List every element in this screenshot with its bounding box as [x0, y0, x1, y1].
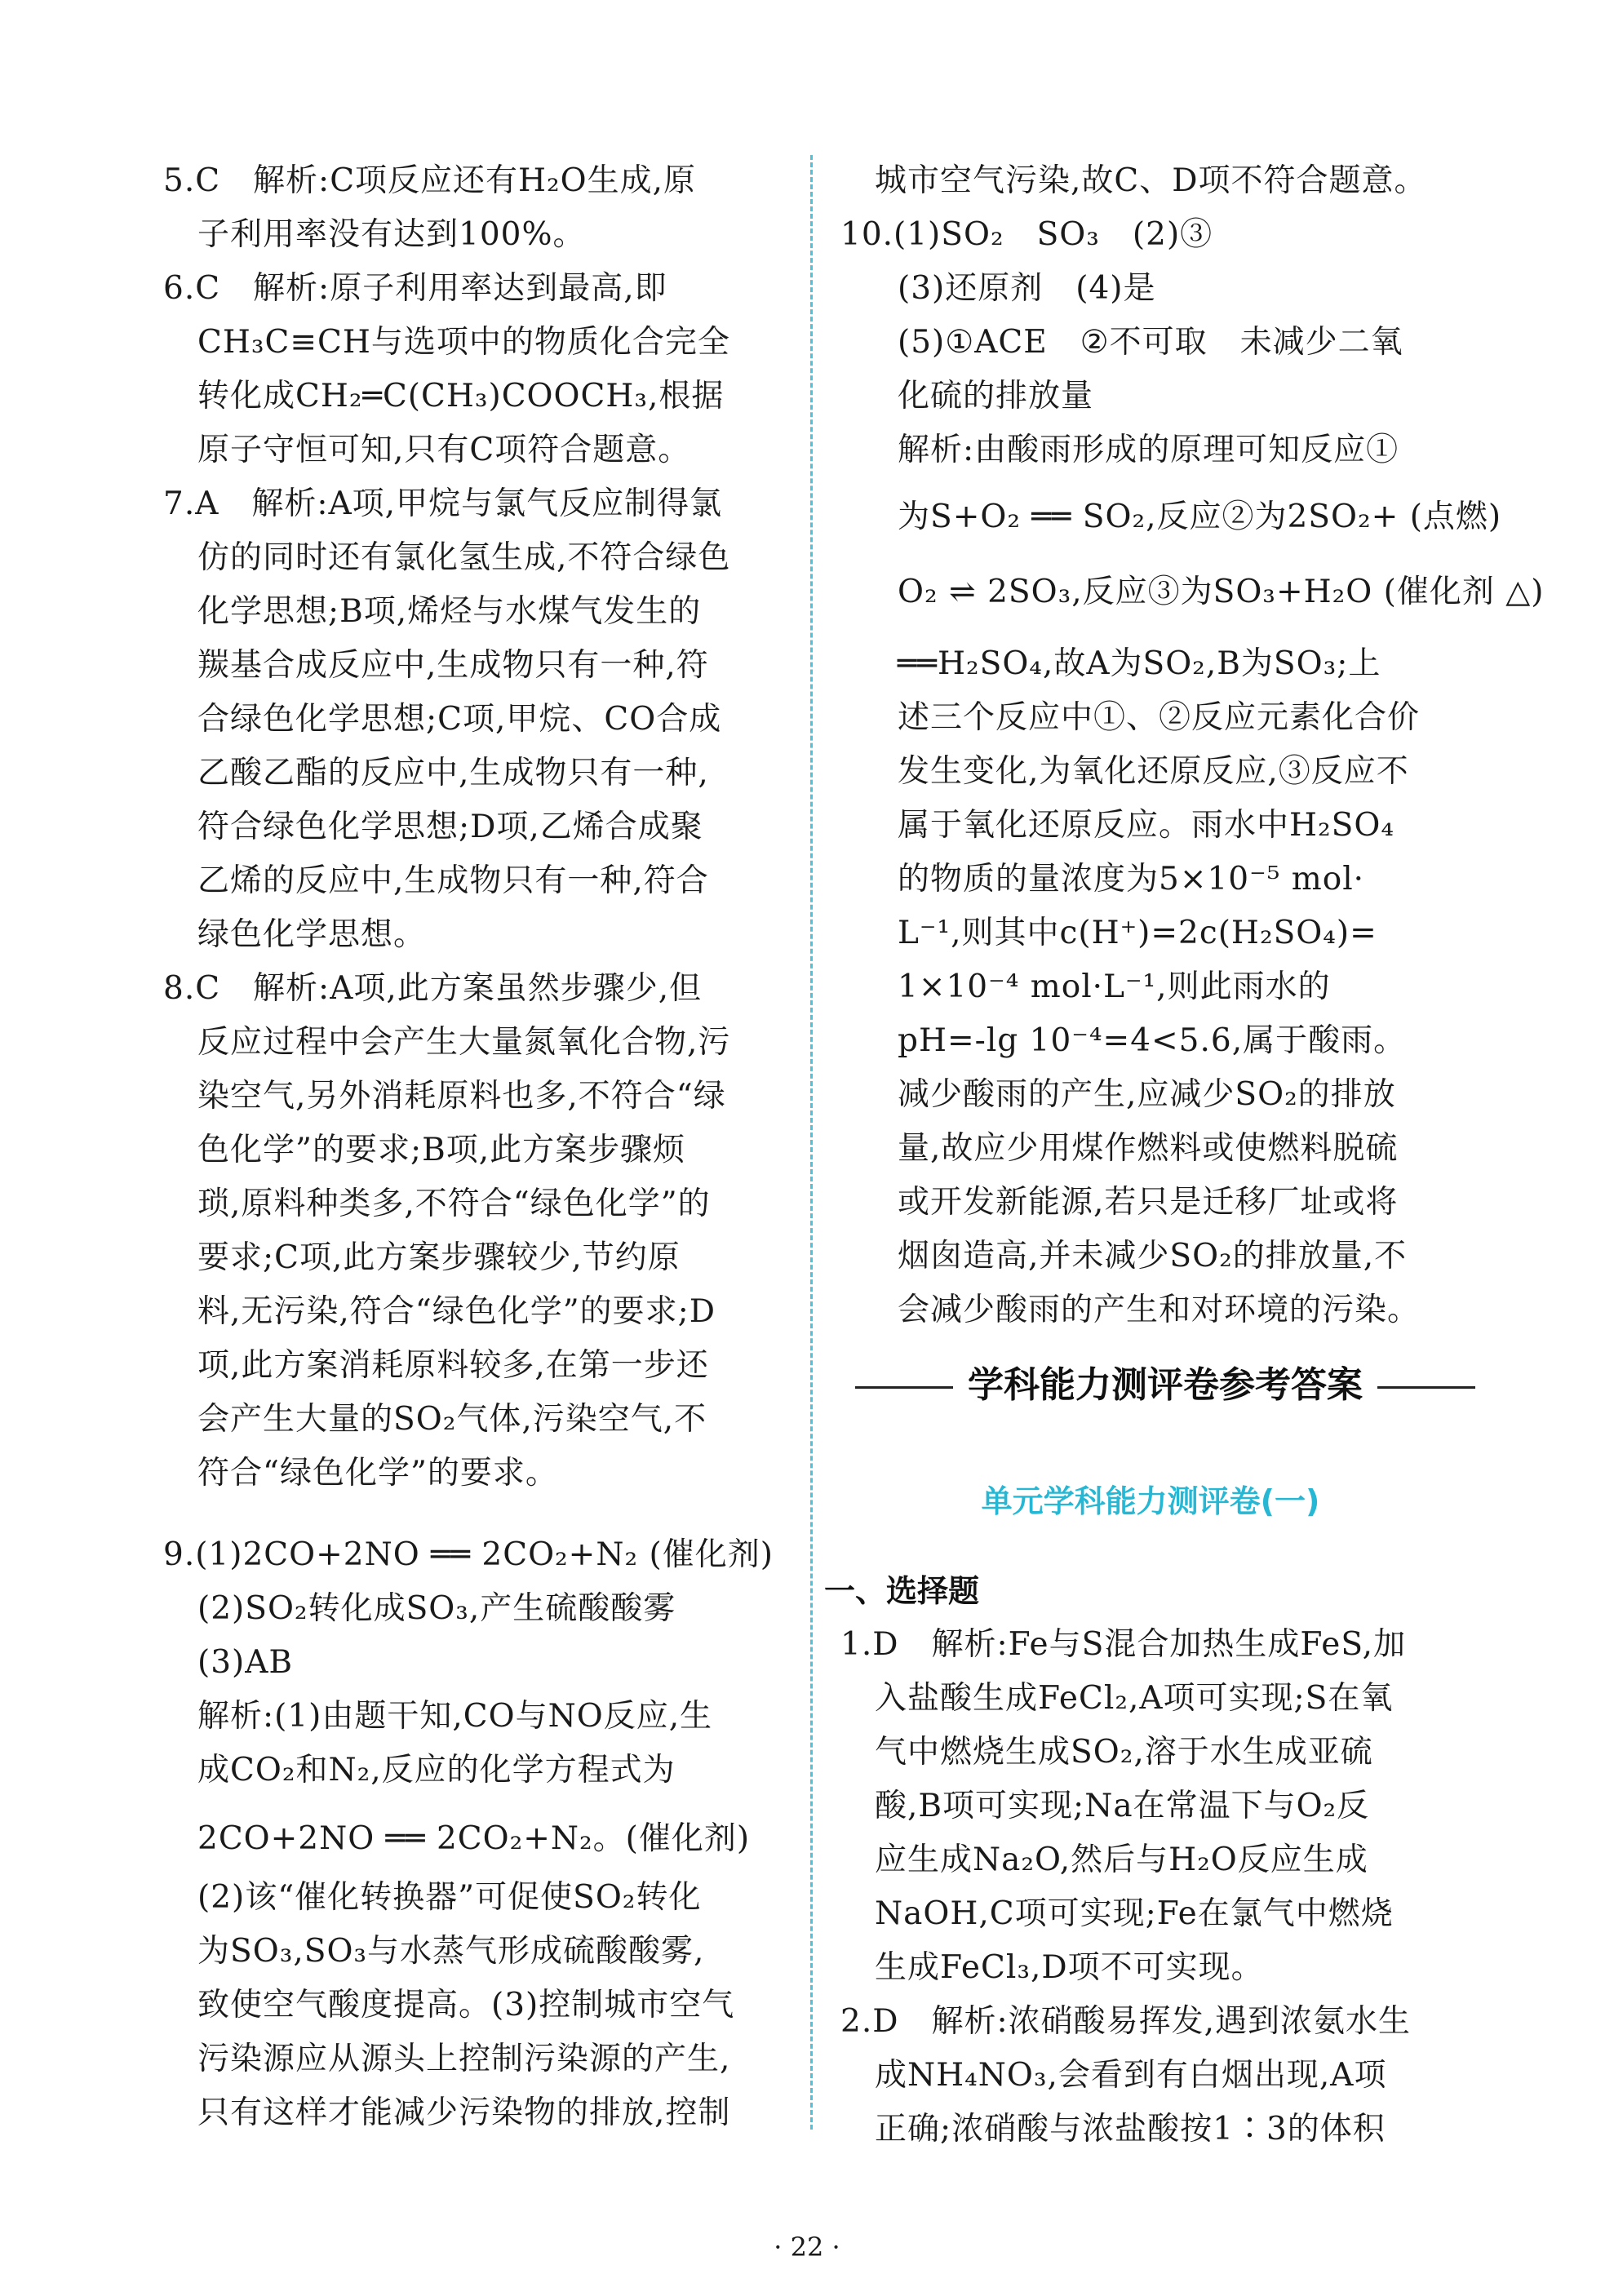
text-line: 8.C 解析:A项,此方案虽然步骤少,但 [163, 970, 703, 1007]
text-line: 反应过程中会产生大量氮氧化合物,污 [197, 1024, 731, 1061]
text-line: 解析:(1)由题干知,CO与NO反应,生 [197, 1698, 713, 1735]
text-line: 6.C 解析:原子利用率达到最高,即 [163, 270, 667, 307]
section-title [840, 1361, 1461, 1410]
equation-line: 9.(1)2CO+2NO ══ 2CO₂+N₂ (催化剂) [163, 1536, 774, 1573]
text-line: 子利用率没有达到100%。 [197, 216, 586, 253]
text-line: 乙烯的反应中,生成物只有一种,符合 [197, 862, 709, 899]
text-line: 仿的同时还有氯化氢生成,不符合绿色 [197, 539, 731, 576]
text-line: 要求;C项,此方案步骤较少,节约原 [197, 1239, 681, 1276]
text-line: 量,故应少用煤作燃料或使燃料脱硫 [898, 1130, 1399, 1167]
text-line: 只有这样才能减少污染物的排放,控制 [197, 2094, 731, 2131]
text-line: 为SO₃,SO₃与水蒸气形成硫酸酸雾, [197, 1933, 705, 1970]
text-line: 项,此方案消耗原料较多,在第一步还 [197, 1347, 709, 1384]
title-rule-right [1377, 1386, 1475, 1389]
text-line: 化学思想;B项,烯烃与水煤气发生的 [197, 593, 702, 630]
text-line: 减少酸雨的产生,应减少SO₂的排放 [898, 1076, 1396, 1113]
text-line: 应生成Na₂O,然后与H₂O反应生成 [875, 1842, 1368, 1878]
text-line: L⁻¹,则其中c(H⁺)=2c(H₂SO₄)= [898, 915, 1377, 951]
text-line: 琐,原料种类多,不符合“绿色化学”的 [197, 1186, 711, 1222]
text-line: (2)SO₂转化成SO₃,产生硫酸酸雾 [197, 1590, 676, 1627]
text-line: 10.(1)SO₂ SO₃ (2)③ [840, 216, 1213, 253]
text-line: 气中燃烧生成SO₂,溶于水生成亚硫 [875, 1734, 1373, 1771]
text-line: 致使空气酸度提高。(3)控制城市空气 [197, 1987, 735, 2023]
text-line: 述三个反应中①、②反应元素化合价 [898, 699, 1421, 736]
text-line: 绿色化学思想。 [197, 916, 427, 953]
text-line: (3)还原剂 (4)是 [898, 270, 1156, 307]
text-line: 5.C 解析:C项反应还有H₂O生成,原 [163, 162, 697, 199]
text-line: 1.D 解析:Fe与S混合加热生成FeS,加 [840, 1626, 1407, 1663]
text-line: ══H₂SO₄,故A为SO₂,B为SO₃;上 [898, 645, 1381, 682]
equation-line: 为S+O₂ ══ SO₂,反应②为2SO₂+ (点燃) [898, 499, 1502, 535]
text-line: 染空气,另外消耗原料也多,不符合“绿 [197, 1078, 726, 1115]
text-line: (5)①ACE ②不可取 未减少二氧 [898, 324, 1403, 361]
text-line: 会产生大量的SO₂气体,污染空气,不 [197, 1401, 707, 1438]
text-line: 1×10⁻⁴ mol·L⁻¹,则此雨水的 [898, 968, 1331, 1005]
text-line: 羰基合成反应中,生成物只有一种,符 [197, 647, 709, 684]
text-line: 乙酸乙酯的反应中,生成物只有一种, [197, 755, 709, 791]
text-line: 色化学”的要求;B项,此方案步骤烦 [197, 1132, 686, 1168]
text-line: 属于氧化还原反应。雨水中H₂SO₄ [898, 807, 1395, 844]
text-line: 发生变化,为氧化还原反应,③反应不 [898, 753, 1409, 790]
part-title: 一、选择题 [824, 1573, 980, 1609]
text-line: 入盐酸生成FeCl₂,A项可实现;S在氧 [875, 1680, 1394, 1717]
page-number: · 22 · [774, 2232, 840, 2263]
text-line: (3)AB [197, 1644, 294, 1681]
text-line: 城市空气污染,故C、D项不符合题意。 [875, 162, 1427, 199]
text-line: 成CO₂和N₂,反应的化学方程式为 [197, 1752, 676, 1788]
text-line: 7.A 解析:A项,甲烷与氯气反应制得氯 [163, 485, 723, 522]
text-line: 会减少酸雨的产生和对环境的污染。 [898, 1292, 1421, 1328]
text-line: 转化成CH₂═C(CH₃)COOCH₃,根据 [197, 378, 725, 414]
text-line: 酸,B项可实现;Na在常温下与O₂反 [875, 1788, 1370, 1824]
title-rule-left [855, 1386, 953, 1389]
text-line: 正确;浓硝酸与浓盐酸按1∶3的体积 [875, 2111, 1386, 2148]
text-line: 烟囱造高,并未减少SO₂的排放量,不 [898, 1238, 1408, 1274]
text-line: 污染源应从源头上控制污染源的产生, [197, 2041, 731, 2077]
equation-line: O₂ ⇌ 2SO₃,反应③为SO₃+H₂O (催化剂 △) [898, 574, 1545, 610]
text-line: NaOH,C项可实现;Fe在氯气中燃烧 [875, 1895, 1394, 1932]
text-line: 成NH₄NO₃,会看到有白烟出现,A项 [875, 2057, 1387, 2094]
subsection-title: 单元学科能力测评卷(一) [981, 1483, 1320, 1519]
section-title-text: 学科能力测评卷参考答案 [968, 1364, 1363, 1406]
text-line: 合绿色化学思想;C项,甲烷、CO合成 [197, 701, 722, 738]
text-line: 或开发新能源,若只是迁移厂址或将 [898, 1184, 1399, 1221]
text-line: 生成FeCl₃,D项不可实现。 [875, 1949, 1264, 1986]
text-line: pH=-lg 10⁻⁴=4<5.6,属于酸雨。 [898, 1022, 1407, 1059]
text-line: 原子守恒可知,只有C项符合题意。 [197, 432, 691, 468]
text-line: 的物质的量浓度为5×10⁻⁵ mol· [898, 861, 1365, 898]
equation-line: 2CO+2NO ══ 2CO₂+N₂。(催化剂) [197, 1820, 751, 1857]
text-line: 料,无污染,符合“绿色化学”的要求;D [197, 1293, 716, 1330]
text-line: 解析:由酸雨形成的原理可知反应① [898, 432, 1399, 468]
text-line: 化硫的排放量 [898, 378, 1094, 414]
text-line: 符合绿色化学思想;D项,乙烯合成聚 [197, 809, 703, 845]
text-line: (2)该“催化转换器”可促使SO₂转化 [197, 1879, 702, 1916]
text-line: 符合“绿色化学”的要求。 [197, 1455, 558, 1492]
text-line: 2.D 解析:浓硝酸易挥发,遇到浓氨水生 [840, 2003, 1412, 2040]
column-divider [810, 155, 813, 2130]
text-line: CH₃C≡CH与选项中的物质化合完全 [197, 324, 730, 361]
